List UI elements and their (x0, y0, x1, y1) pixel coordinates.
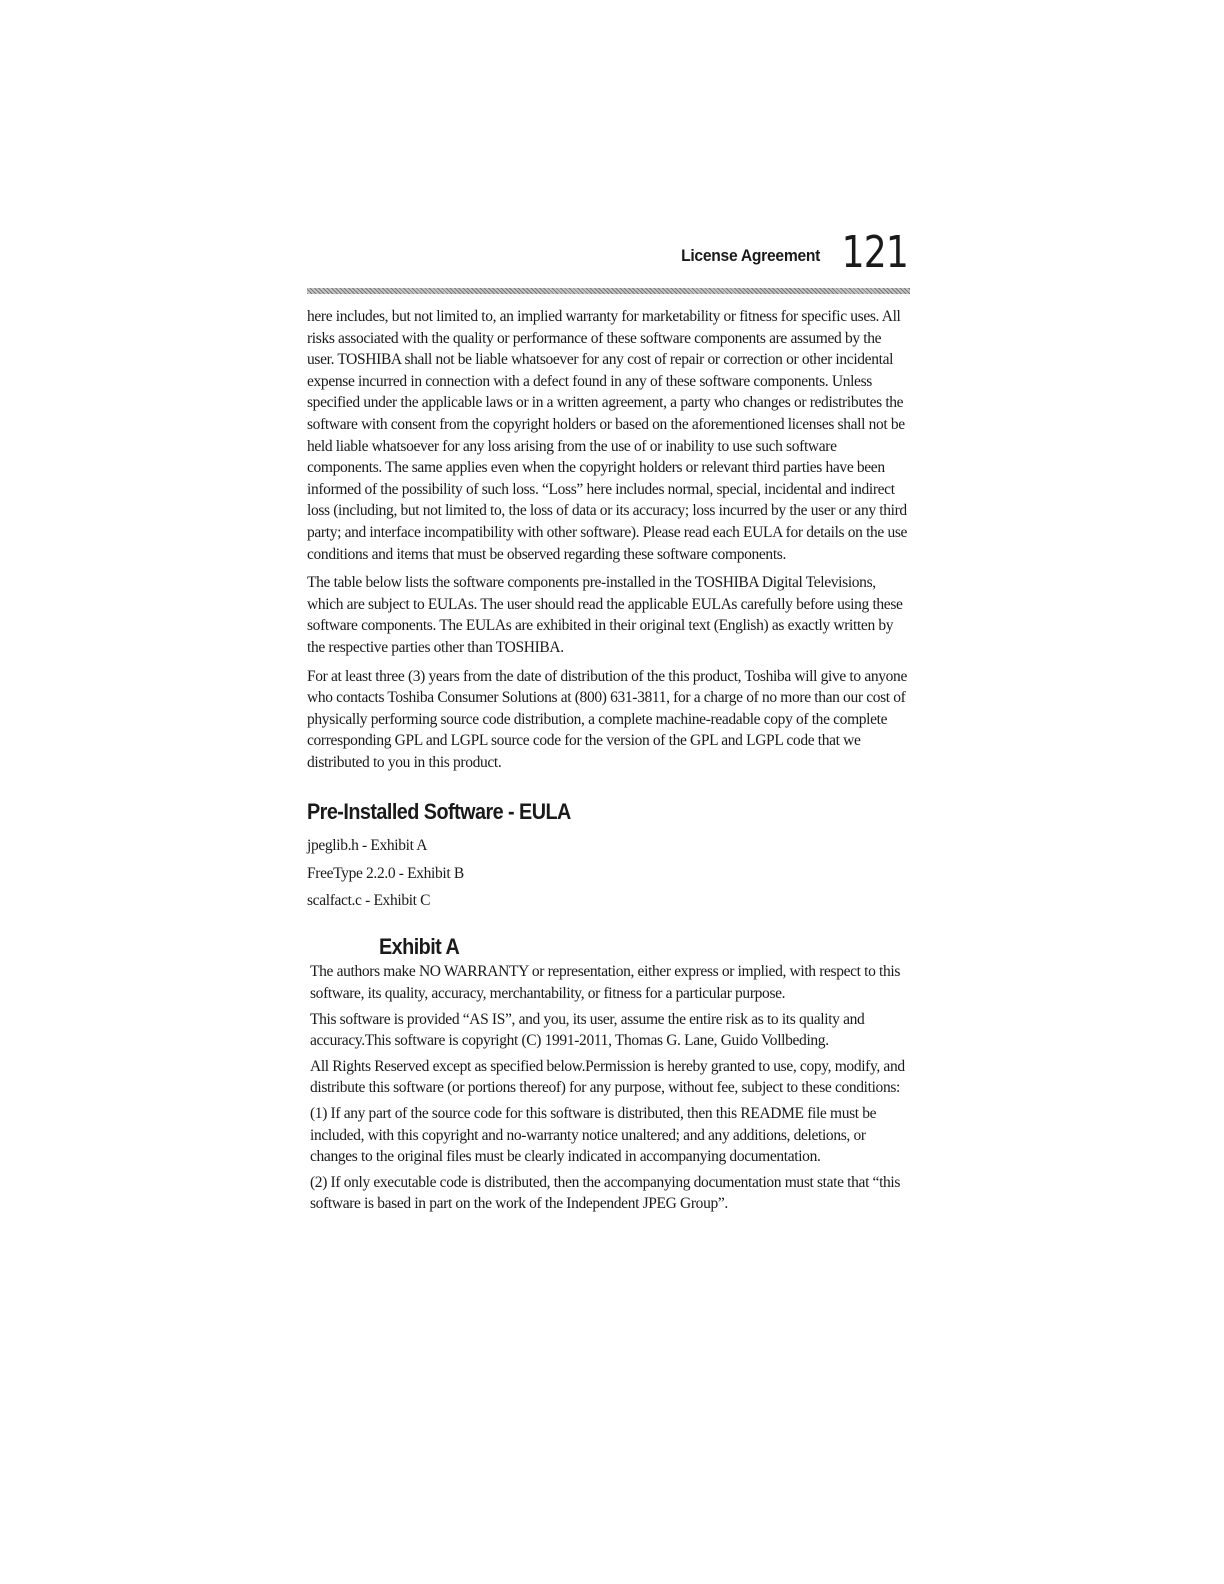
software-list-item: scalfact.c - Exhibit C (307, 892, 431, 910)
exhibit-paragraph: All Rights Reserved except as specified below.Permission is hereby granted to use, copy, modify, and distribute this software (or portions thereof) for any purpose, without fee, subject to these conditions: (310, 1057, 905, 1097)
page-content (307, 306, 910, 1219)
exhibit-paragraph: The authors make NO WARRANTY or representation, either express or implied, with respect to this software, its quality, accuracy, merchantability, or fitness for a particular purpose. (310, 963, 901, 1003)
exhibit-paragraph: (1) If any part of the source code for this software is distributed, then this README file must be included, with this copyright and no-warranty notice unaltered; and any additions, deletions, or changes to the original files must be clearly indicated in accompanying documentation. (310, 1105, 877, 1166)
software-list-item: jpeglib.h - Exhibit A (307, 837, 428, 855)
exhibit-paragraph: This software is provided “AS IS”, and you, its user, assume the entire risk as to its quality and accuracy.This software is copyright (C) 1991-2011, Thomas G. Lane, Guido Vollbeding. (310, 1010, 865, 1050)
software-list-item: FreeType 2.2.0 - Exhibit B (307, 864, 464, 882)
intro-paragraph: For at least three (3) years from the date of distribution of the this product, Toshiba will give to anyone who contacts Toshiba Consumer Solutions at (800) 631-3811, for a charge of no more than our cost of physically performing source code distribution, a complete machine-readable copy of the complete corresponding GPL and LGPL source code for the version of the GPL and LGPL code that we distributed to you in this product. (307, 667, 907, 771)
section-heading: Pre-Installed Software - EULA (307, 799, 571, 825)
exhibit-heading: Exhibit A (379, 933, 460, 959)
intro-paragraph: here includes, but not limited to, an implied warranty for marketability or fitness for specific uses. All risks associated with the quality or performance of these software components are assumed by the user. TOSHIBA shall not be liable whatsoever for any cost of repair or correction or other incidental expense incurred in connection with a defect found in any of these software components. Unless specified under the applicable laws or in a written agreement, a party who changes or redistributes the software with consent from the copyright holders or based on the aforementioned licenses shall not be held liable whatsoever for any loss arising from the use of or inability to use such software components. The same applies even when the copyright holders or relevant third parties have been informed of the possibility of such loss. “Loss” here includes normal, special, incidental and indirect loss (including, but not limited to, the loss of data or its accuracy; loss incurred by the user or any third party; and interface incompatibility with other software). Please read each EULA for details on the use conditions and items that must be observed regarding these software components. (307, 308, 908, 563)
intro-paragraph: The table below lists the software components pre-installed in the TOSHIBA Digital Televisions, which are subject to EULAs. The user should read the applicable EULAs carefully before using these software components. The EULAs are exhibited in their original text (English) as exactly written by the respective parties other than TOSHIBA. (307, 574, 903, 656)
running-title: License Agreement (680, 246, 820, 265)
page-number: 121 (841, 227, 908, 278)
exhibit-paragraph: (2) If only executable code is distributed, then the accompanying documentation must state that “this software is based in part on the work of the Independent JPEG Group”. (310, 1173, 901, 1213)
exhibit-a-body (310, 961, 910, 1215)
software-list (307, 835, 910, 912)
page-header (600, 226, 910, 278)
header-rule (307, 288, 910, 294)
